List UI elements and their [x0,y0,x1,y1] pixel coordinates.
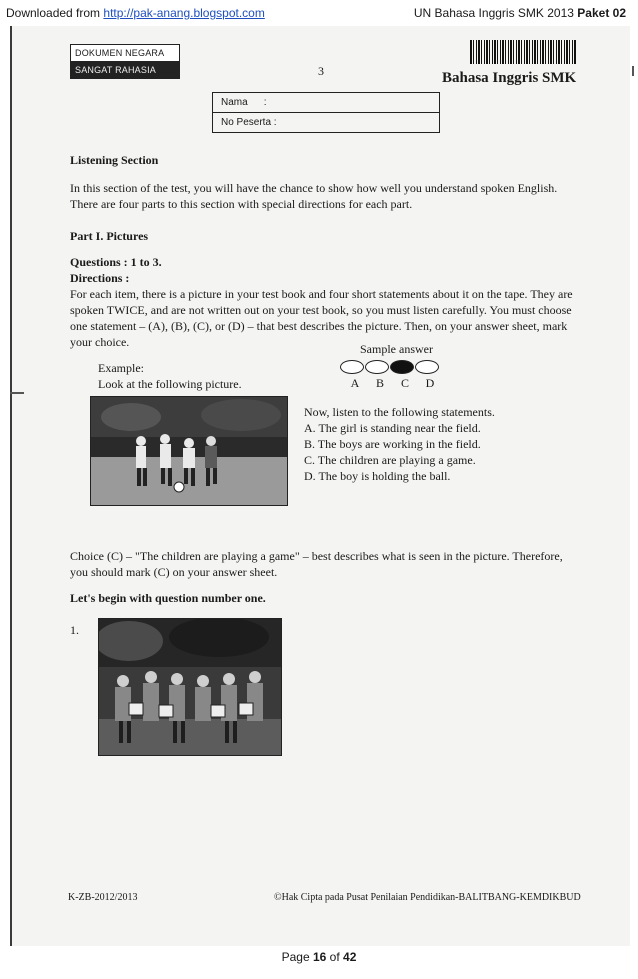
peserta-row: No Peserta : [221,117,277,128]
statement-d: D. The boy is holding the ball. [304,469,451,483]
paket-label: Paket 02 [577,6,626,20]
barcode-icon [470,40,576,64]
nama-label: Nama [221,97,248,108]
doc-label-line1: DOKUMEN NEGARA [70,44,180,62]
classification-label [70,44,180,79]
group-with-drums-image [99,619,281,755]
document-code: K-ZB-2012/2013 [68,892,138,903]
download-source [6,6,265,20]
sample-answer-label: Sample answer [360,342,433,356]
bubble-letter: A [350,376,360,390]
example-label: Example: [98,361,144,375]
page-number: 3 [318,64,324,78]
listen-prompt: Now, listen to the following statements. [304,405,495,419]
source-link[interactable]: http://pak-anang.blogspot.com [103,6,265,20]
nama-row [213,93,439,113]
directions-text: For each item, there is a picture in your test book and four short statements about it on the tape. They are spoken TWICE, and are not written out on your test book, so you must listen carefully. You must choose one statement – (A), (B), (C), or (D) – that best describes the picture. Then, on your answer sheet, mark your choice. [70,287,573,349]
part-title: Part I. Pictures [70,229,149,243]
question-number: 1. [70,623,79,637]
exam-title-text: UN Bahasa Inggris SMK 2013 [413,6,574,20]
bubble-letter: B [375,376,384,390]
statement-b: B. The boys are working in the field. [304,437,481,451]
bubble-letter: C [400,376,409,390]
bubble-c [390,360,414,374]
bubble-letter: D [425,376,435,390]
page-of: of [326,950,344,964]
directions-label: Directions : [70,271,130,285]
page-indicator [0,950,638,964]
total-pages: 42 [343,950,357,964]
nama-colon: : [263,97,267,108]
page-prefix: Page [281,950,313,964]
bubble-a [340,360,364,374]
exam-title [414,6,626,20]
scanned-page [10,26,630,946]
children-playing-image [91,397,287,505]
downloaded-from-text: Downloaded from [6,6,104,20]
bubble-b [365,360,389,374]
section-title: Listening Section [70,153,159,167]
copyright-text: ©Hak Cipta pada Pusat Penilaian Pendidikan-BALITBANG-KEMDIKBUD [274,892,581,903]
current-page: 16 [312,950,327,964]
questions-range: Questions : 1 to 3. [70,255,162,269]
subject-title: Bahasa Inggris SMK [442,70,577,86]
doc-label-line2: SANGAT RAHASIA [70,62,180,79]
begin-prompt: Let's begin with question number one. [70,591,266,605]
download-bar [0,0,638,26]
identity-box [212,92,440,133]
example-text: Look at the following picture. [98,377,242,391]
intro-paragraph: In this section of the test, you will have the chance to show how well you understand spoken English. There are four parts to this section with special directions for each part. [70,181,558,211]
statement-c: C. The children are playing a game. [304,453,476,467]
example-photo [90,396,288,506]
statement-a: A. The girl is standing near the field. [304,421,481,435]
choice-explanation: Choice (C) – "The children are playing a game" – best describes what is seen in the picture. Therefore, you should mark (C) on your answer sheet. [70,549,563,579]
question1-photo [98,618,282,756]
bubble-d [415,360,439,374]
margin-mark [10,392,24,394]
